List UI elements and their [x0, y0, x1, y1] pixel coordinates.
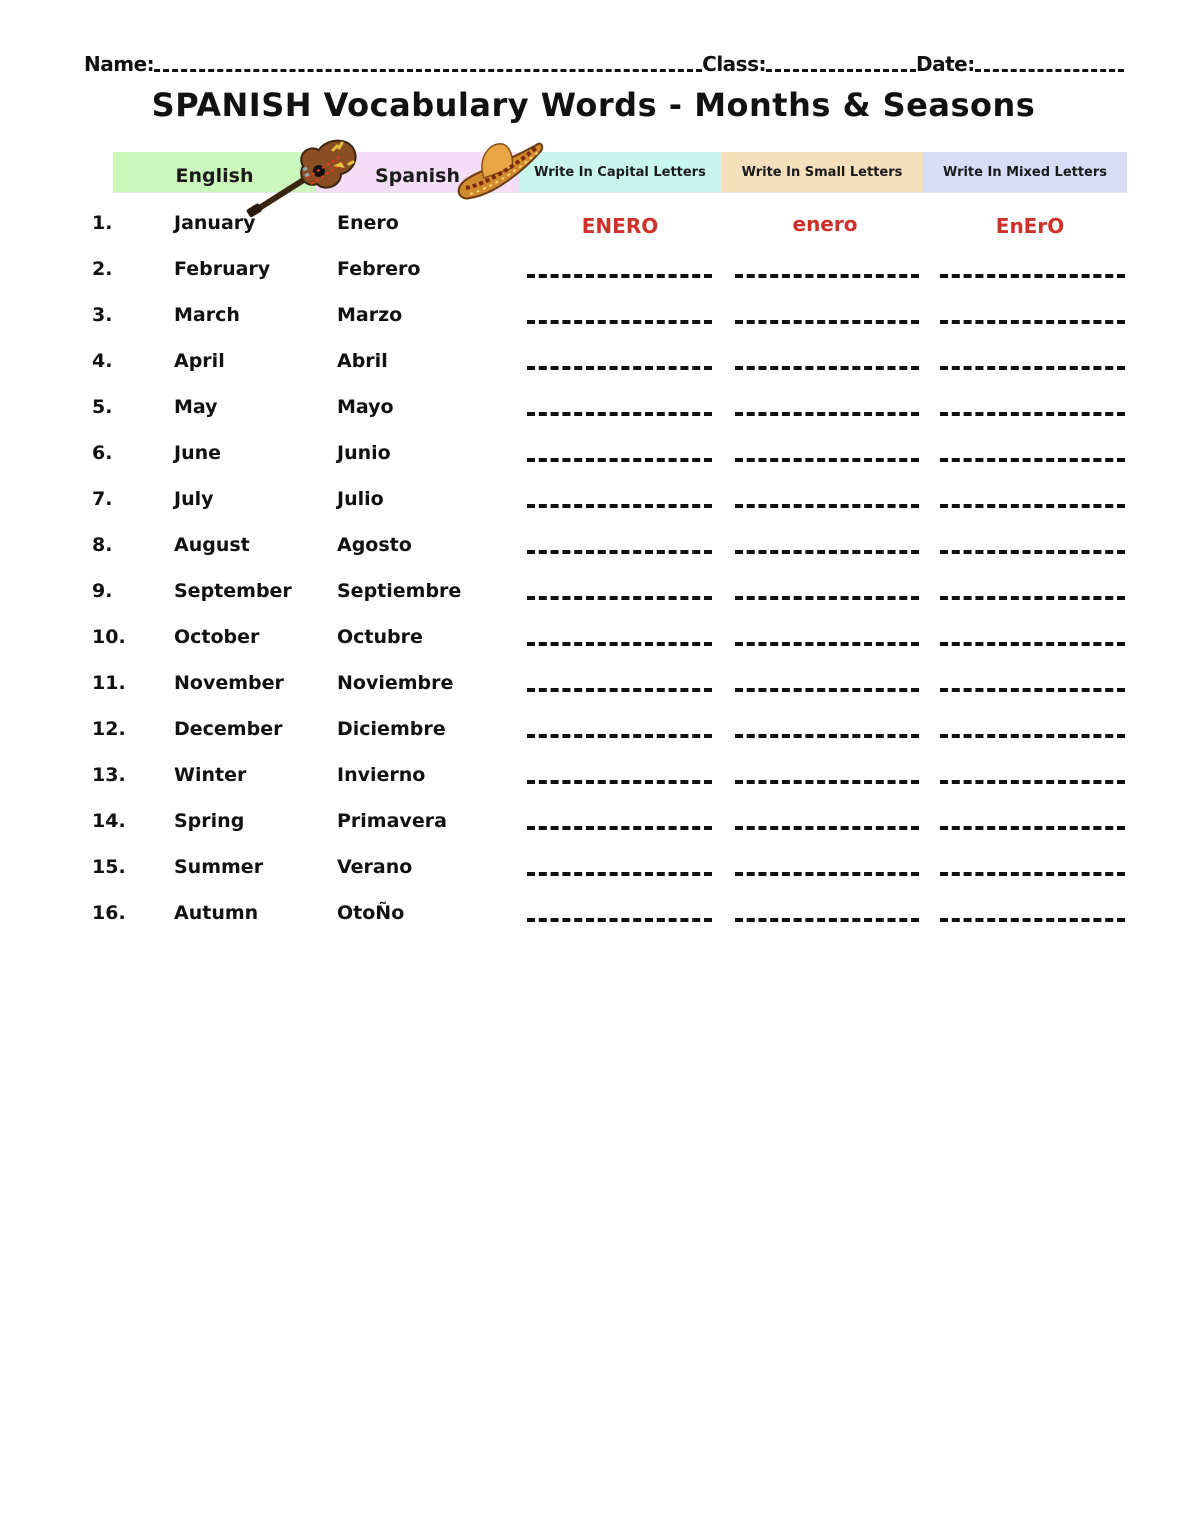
- mixed-answer-blank[interactable]: [940, 780, 1125, 784]
- mixed-answer-blank[interactable]: [940, 504, 1125, 508]
- class-label: Class:: [702, 52, 766, 76]
- spanish-word: Febrero: [337, 258, 421, 280]
- class-field[interactable]: [766, 51, 916, 72]
- vocab-row: [0, 250, 1187, 290]
- english-word: October: [174, 626, 260, 648]
- spanish-word: Noviembre: [337, 672, 454, 694]
- small-answer-blank[interactable]: [735, 596, 919, 600]
- row-number: 7.: [92, 488, 113, 510]
- mixed-answer-blank[interactable]: [940, 412, 1125, 416]
- english-word: Autumn: [174, 902, 259, 924]
- row-number: 9.: [92, 580, 113, 602]
- mixed-answer-blank[interactable]: [940, 366, 1125, 370]
- small-answer-blank[interactable]: [735, 274, 919, 278]
- english-word: December: [174, 718, 283, 740]
- sombrero-icon: [456, 138, 544, 202]
- page-title: SPANISH Vocabulary Words - Months & Seasons: [151, 86, 1036, 124]
- small-answer-blank[interactable]: [735, 412, 919, 416]
- capital-answer-blank[interactable]: [527, 642, 712, 646]
- example-capital: ENERO: [581, 214, 659, 238]
- capital-answer-blank[interactable]: [527, 504, 712, 508]
- row-number: 1.: [92, 212, 113, 234]
- vocab-row: [0, 388, 1187, 428]
- vocab-row: [0, 802, 1187, 842]
- small-answer-blank[interactable]: [735, 320, 919, 324]
- example-small: enero: [792, 212, 858, 236]
- mixed-answer-blank[interactable]: [940, 596, 1125, 600]
- english-word: Winter: [174, 764, 247, 786]
- mixed-answer-blank[interactable]: [940, 274, 1125, 278]
- english-word: August: [174, 534, 250, 556]
- capital-answer-blank[interactable]: [527, 780, 712, 784]
- row-number: 11.: [92, 672, 126, 694]
- vocab-row: [0, 572, 1187, 612]
- english-word: June: [174, 442, 222, 464]
- row-number: 2.: [92, 258, 113, 280]
- capital-answer-blank[interactable]: [527, 826, 712, 830]
- vocab-row: [0, 894, 1187, 934]
- capital-answer-blank[interactable]: [527, 596, 712, 600]
- small-answer-blank[interactable]: [735, 458, 919, 462]
- mixed-answer-blank[interactable]: [940, 320, 1125, 324]
- row-number: 15.: [92, 856, 126, 878]
- date-field[interactable]: [975, 51, 1124, 72]
- spanish-word: Invierno: [337, 764, 426, 786]
- date-label: Date:: [915, 52, 975, 76]
- row-number: 6.: [92, 442, 113, 464]
- row-number: 3.: [92, 304, 113, 326]
- spanish-word: Verano: [337, 856, 413, 878]
- name-field[interactable]: [154, 51, 702, 72]
- spanish-word: Enero: [337, 212, 399, 234]
- capital-answer-blank[interactable]: [527, 918, 712, 922]
- english-word: Spring: [174, 810, 245, 832]
- small-answer-blank[interactable]: [735, 366, 919, 370]
- vocab-row: [0, 296, 1187, 336]
- vocab-row: [0, 848, 1187, 888]
- english-word: April: [174, 350, 225, 372]
- row-number: 12.: [92, 718, 126, 740]
- row-number: 14.: [92, 810, 126, 832]
- spanish-word: Septiembre: [337, 580, 462, 602]
- small-answer-blank[interactable]: [735, 826, 919, 830]
- vocab-row: [0, 434, 1187, 474]
- vocab-row: [0, 526, 1187, 566]
- small-answer-blank[interactable]: [735, 688, 919, 692]
- capital-answer-blank[interactable]: [527, 872, 712, 876]
- english-word: September: [174, 580, 292, 602]
- small-answer-blank[interactable]: [735, 872, 919, 876]
- example-mixed: EnErO: [995, 214, 1065, 238]
- vocab-row: [0, 710, 1187, 750]
- small-answer-blank[interactable]: [735, 734, 919, 738]
- header-capital-letters: Write In Capital Letters: [519, 152, 721, 193]
- spanish-word: Octubre: [337, 626, 423, 648]
- row-number: 13.: [92, 764, 126, 786]
- mixed-answer-blank[interactable]: [940, 872, 1125, 876]
- mixed-answer-blank[interactable]: [940, 826, 1125, 830]
- english-word: January: [174, 212, 256, 234]
- header-english: English: [113, 152, 316, 193]
- mixed-answer-blank[interactable]: [940, 642, 1125, 646]
- spanish-word: Mayo: [337, 396, 394, 418]
- row-number: 4.: [92, 350, 113, 372]
- vocab-row: [0, 342, 1187, 382]
- row-number: 16.: [92, 902, 126, 924]
- mixed-answer-blank[interactable]: [940, 734, 1125, 738]
- small-answer-blank[interactable]: [735, 550, 919, 554]
- english-word: February: [174, 258, 271, 280]
- spanish-word: Marzo: [337, 304, 403, 326]
- english-word: May: [174, 396, 218, 418]
- english-word: July: [174, 488, 214, 510]
- english-word: Summer: [174, 856, 264, 878]
- vocab-row: [0, 618, 1187, 658]
- spanish-word: Diciembre: [337, 718, 446, 740]
- capital-answer-blank[interactable]: [527, 320, 712, 324]
- mixed-answer-blank[interactable]: [940, 550, 1125, 554]
- header-spanish: Spanish: [316, 152, 519, 193]
- mixed-answer-blank[interactable]: [940, 458, 1125, 462]
- small-answer-blank[interactable]: [735, 780, 919, 784]
- student-info-line: [84, 48, 1124, 76]
- capital-answer-blank[interactable]: [527, 458, 712, 462]
- spanish-word: Abril: [337, 350, 388, 372]
- name-label: Name:: [84, 52, 155, 76]
- header-small-letters: Write In Small Letters: [721, 152, 923, 193]
- mixed-answer-blank[interactable]: [940, 688, 1125, 692]
- english-word: November: [174, 672, 284, 694]
- capital-answer-blank[interactable]: [527, 412, 712, 416]
- spanish-word: Agosto: [337, 534, 412, 556]
- row-number: 5.: [92, 396, 113, 418]
- mixed-answer-blank[interactable]: [940, 918, 1125, 922]
- row-number: 8.: [92, 534, 113, 556]
- capital-answer-blank[interactable]: [527, 550, 712, 554]
- spanish-word: Primavera: [337, 810, 447, 832]
- capital-answer-blank[interactable]: [527, 366, 712, 370]
- vocab-row: [0, 204, 1187, 244]
- small-answer-blank[interactable]: [735, 504, 919, 508]
- row-number: 10.: [92, 626, 126, 648]
- vocab-row: [0, 480, 1187, 520]
- english-word: March: [174, 304, 240, 326]
- small-answer-blank[interactable]: [735, 642, 919, 646]
- vocab-row: [0, 756, 1187, 796]
- spanish-word: OtoÑo: [337, 902, 405, 924]
- header-mixed-letters: Write In Mixed Letters: [923, 152, 1127, 193]
- small-answer-blank[interactable]: [735, 918, 919, 922]
- spanish-word: Julio: [337, 488, 384, 510]
- spanish-word: Junio: [337, 442, 391, 464]
- vocab-row: [0, 664, 1187, 704]
- capital-answer-blank[interactable]: [527, 734, 712, 738]
- capital-answer-blank[interactable]: [527, 688, 712, 692]
- capital-answer-blank[interactable]: [527, 274, 712, 278]
